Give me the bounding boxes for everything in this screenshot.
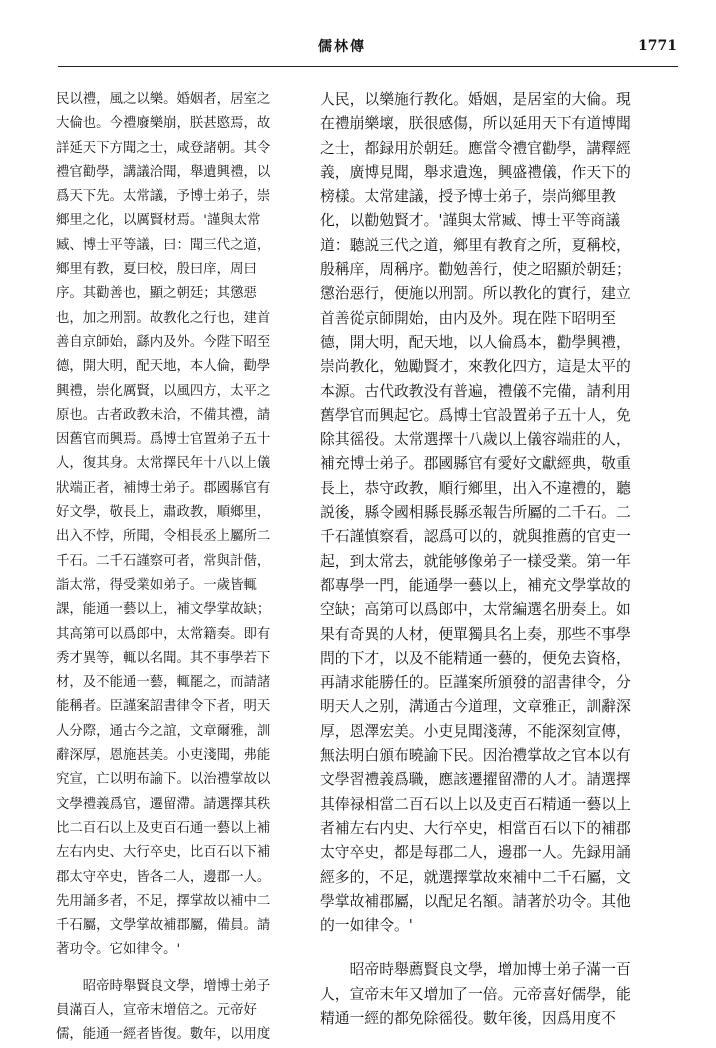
text-line: 義，廣博見聞，舉求遺逸，興盛禮儀，作天下的 [320, 163, 631, 181]
text-line: 厚，恩澤宏美。小吏見聞淺薄，不能深刻宣傳， [320, 722, 631, 740]
left-paragraph-2 [56, 975, 322, 1048]
text-line: 能稱者。臣謹案詔書律令下者，明天 [56, 699, 271, 715]
text-line: 人分際，通古今之誼，文章爾雅，訓 [56, 723, 271, 739]
page-number: 1771 [638, 38, 677, 54]
text-line: 秀才異等，輒以名聞。其不事學若下 [56, 650, 271, 666]
paragraph-gap [320, 938, 674, 958]
text-line: 果有奇異的人材，便單獨具名上奏，那些不事學 [320, 625, 631, 643]
text-line: 辭深厚，恩施甚美。小吏淺聞，弗能 [56, 748, 271, 764]
text-line: 狀端正者，補博士弟子。郡國縣官有 [56, 480, 271, 496]
text-line: 學掌故補郡屬，以配足名額。請著於功令。其他 [320, 892, 631, 910]
text-line: 爲天下先。太常議，予博士弟子，崇 [56, 189, 271, 205]
text-line: 其高第可以爲郎中，太常籍奏。即有 [56, 626, 271, 642]
text-line: 文學禮義爲官，遷留滯。請選擇其秩 [56, 796, 271, 812]
text-line: 先用誦多者，不足，擇掌故以補中二 [56, 893, 271, 909]
right-column-translation [320, 88, 674, 1031]
text-line: 文學習禮義爲職，應該遷擢留滯的人才。請選擇 [320, 771, 631, 789]
text-line: 經多的，不足，就選擇掌故來補中二千石屬，文 [320, 868, 631, 886]
text-line: 禮官勸學，講議洽聞，舉遺興禮，以 [56, 164, 271, 180]
text-line: 精通一經的都免除徭役。數年後，因爲用度不 [320, 1009, 616, 1027]
paragraph-gap [56, 963, 322, 975]
text-line: 補充博士弟子。郡國縣官有愛好文獻經典，敬重 [320, 455, 631, 473]
text-line: 民以禮，風之以樂。婚姻者，居室之 [56, 92, 271, 107]
text-line: 在禮崩樂壞，朕很感傷，所以延用天下有道博聞 [320, 115, 631, 133]
text-line: 德，開大明，配天地，本人倫，勸學 [56, 359, 271, 375]
text-line: 再請求能勝任的。臣謹案所頒發的詔書律令，分 [320, 674, 631, 692]
text-line: 大倫也。今禮廢樂崩，朕甚愍焉，故 [56, 116, 271, 132]
text-line: 崇尚教化，勉勵賢才，來教化四方，這是太平的 [320, 358, 631, 376]
text-line: 千石謹慎察看，認爲可以的，就與推薦的官吏一 [320, 528, 631, 546]
text-line: 道：聽説三代之道，鄉里有教育之所，夏稱校， [320, 236, 631, 254]
left-column-classical-text [56, 88, 322, 1048]
text-line: 序。其勸善也，顯之朝廷；其懲惡 [56, 286, 257, 302]
text-line: 人民，以樂施行教化。婚姻，是居室的大倫。現 [320, 91, 631, 108]
text-line: 者補左右内史、大行卒史，相當百石以下的補郡 [320, 819, 631, 837]
text-line: 太守卒史，都是每郡二人，邊郡一人。先録用誦 [320, 844, 631, 862]
text-line: 千石屬，文學掌故補郡屬，備員。請 [56, 918, 271, 934]
right-paragraph-2 [320, 958, 674, 1031]
text-line: 舊學官而興起它。爲博士官設置弟子五十人，免 [320, 406, 631, 424]
text-line: 昭帝時舉賢良文學，增博士弟子 [56, 978, 271, 994]
text-line: 明天人之别，溝通古今道理，文章雅正，訓辭深 [320, 698, 631, 716]
text-line: 著功令。它如律令。' [56, 942, 181, 958]
text-line: 因舊官而興焉。爲博士官置弟子五十 [56, 432, 271, 448]
text-line: 善自京師始，繇内及外。今陛下昭至 [56, 334, 271, 350]
right-paragraph-1 [320, 88, 674, 938]
text-line: 起，到太常去，就能够像弟子一樣受業。第一年 [320, 552, 631, 570]
text-line: 殷稱庠，周稱序。勸勉善行，使之昭顯於朝廷； [320, 261, 631, 279]
text-line: 原也。古者政教未洽，不備其禮，請 [56, 407, 271, 423]
text-line: 首善從京師開始，由内及外。現在陛下昭明至 [320, 309, 616, 327]
text-line: 材，及不能通一藝，輒罷之，而請諸 [56, 675, 271, 691]
text-line: 化，以勸勉賢才。'謹與太常臧、博士平等商議 [320, 212, 621, 230]
text-line: 郡太守卒史，皆各二人，邊郡一人。 [56, 869, 271, 885]
text-line: 興禮，崇化厲賢，以風四方，太平之 [56, 383, 271, 399]
text-line: 人，復其身。太常擇民年十八以上儀 [56, 456, 271, 472]
text-line: 鄉里有教，夏曰校，殷曰庠，周曰 [56, 262, 257, 278]
text-line: 人，宣帝末年又增加了一倍。元帝喜好儒學，能 [320, 985, 631, 1003]
text-line: 員滿百人，宣帝末增倍之。元帝好 [56, 1002, 257, 1018]
text-line: 本源。古代政教没有普遍，禮儀不完備，請利用 [320, 382, 631, 400]
text-line: 長上，恭守政教，順行鄉里，出入不違禮的，聽 [320, 479, 631, 497]
text-line: 榜樣。太常建議，授予博士弟子，崇尚鄉里教 [320, 188, 616, 206]
text-line: 之士，都録用於朝廷。應當令禮官勸學，講釋經 [320, 139, 631, 157]
text-line: 究宣，亡以明布諭下。以治禮掌故以 [56, 772, 271, 788]
text-line: 千石。二千石謹察可者，常與計偕， [56, 553, 271, 569]
text-line: 説後，縣令國相縣長縣丞報告所屬的二千石。二 [320, 504, 631, 522]
text-line: 出入不悖，所聞，令相長丞上屬所二 [56, 529, 271, 545]
text-line: 也，加之刑罰。故教化之行也，建首 [56, 310, 271, 326]
text-line: 比二百石以上及吏百石通一藝以上補 [56, 820, 271, 836]
text-line: 懲治惡行，便施以刑罰。所以教化的實行，建立 [320, 285, 631, 303]
text-line: 詳延天下方聞之士，咸登諸朝。其令 [56, 140, 271, 156]
text-line: 都專學一門，能通學一藝以上，補充文學掌故的 [320, 576, 631, 594]
text-line: 除其徭役。太常選擇十八歲以上儀容端莊的人， [320, 431, 631, 449]
header-rule [58, 66, 678, 67]
text-line: 好文學，敬長上，肅政教，順鄉里， [56, 505, 271, 521]
left-paragraph-1 [56, 88, 322, 963]
text-line: 臧、博士平等議，曰：聞三代之道， [56, 237, 271, 253]
running-title: 儒林傳 [318, 39, 366, 55]
text-line: 無法明白頒布曉諭下民。因治禮掌故之官本以有 [320, 747, 631, 765]
text-line: 昭帝時舉薦賢良文學，增加博士弟子滿一百 [320, 961, 631, 979]
text-line: 其俸禄相當二百石以上以及吏百石精通一藝以上 [320, 795, 631, 813]
text-line: 德，開大明，配天地，以人倫爲本，勸學興禮， [320, 333, 631, 351]
text-line: 儒，能通一經者皆復。數年，以用度 [56, 1027, 271, 1043]
text-line: 問的下才，以及不能精通一藝的，便免去資格， [320, 649, 631, 667]
text-line: 的一如律令。' [320, 917, 413, 935]
text-line: 課，能通一藝以上，補文學掌故缺； [56, 602, 271, 618]
text-line: 鄉里之化，以厲賢材焉。'謹與太常 [56, 213, 261, 229]
text-line: 左右内史、大行卒史，比百石以下補 [56, 845, 271, 861]
text-line: 空缺；高第可以爲郎中，太常編選名册奏上。如 [320, 601, 631, 619]
text-line: 詣太常，得受業如弟子。一歲皆輒 [56, 577, 257, 593]
